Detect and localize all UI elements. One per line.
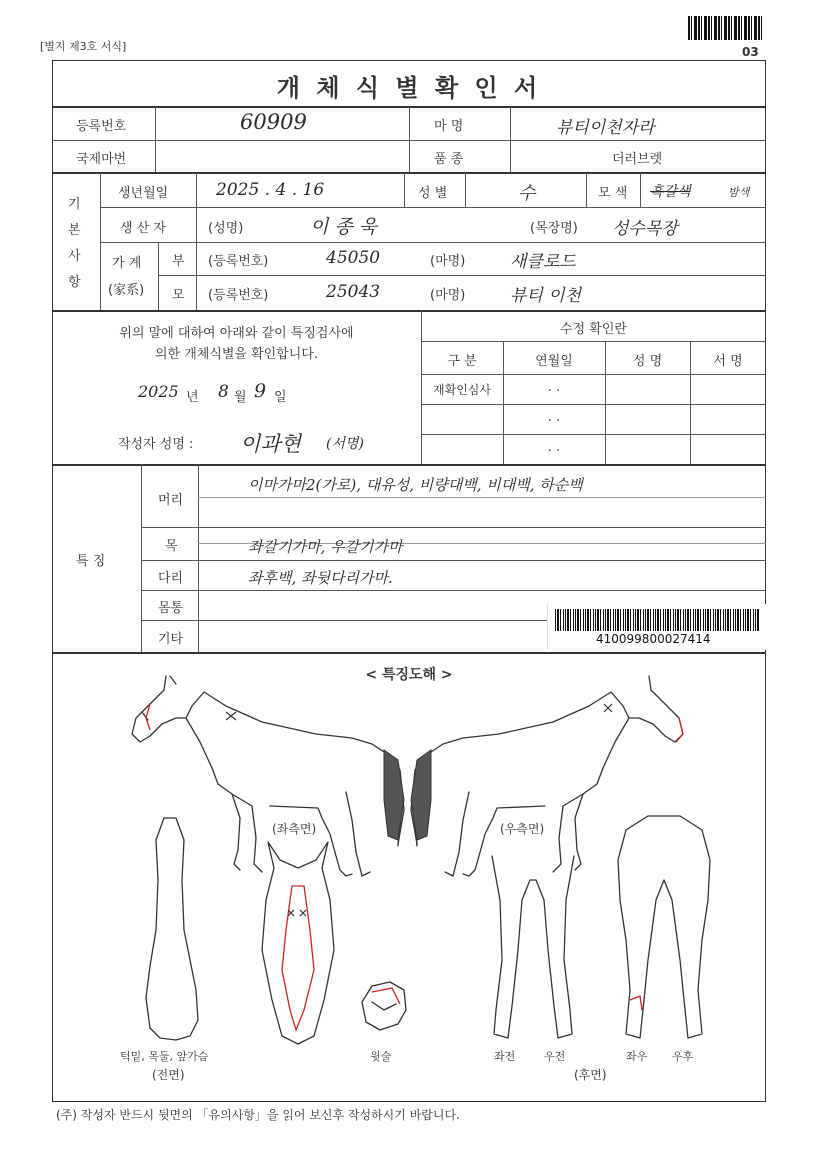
barcode-number: 410099800027414: [596, 632, 711, 646]
dam-reg-label: (등록번호): [208, 288, 269, 303]
dam-name-label: (마명): [430, 288, 466, 303]
basic-info-label: 기본사항: [68, 197, 81, 290]
sire-reg-value: 45050: [326, 248, 381, 268]
head-label: 머리: [158, 493, 184, 508]
statement-line-1: 위의 말에 대하여 아래와 같이 특징검사에: [119, 326, 354, 341]
horse-name-value: 뷰티이천자라: [556, 118, 655, 138]
coat-color-label: 모 색: [598, 186, 628, 201]
lips-label: 윗술: [370, 1050, 392, 1063]
sire-reg-label: (등록번호): [208, 254, 269, 269]
confirm-row-label: 재확인심사: [433, 383, 491, 397]
front-view-caption: 턱밑, 목둘, 앞가슴: [120, 1050, 209, 1063]
top-barcode: [688, 16, 764, 40]
diagram-title: < 특징도해 >: [365, 667, 453, 683]
birth-date-label: 생년월일: [118, 186, 169, 201]
reg-number-label: 등록번호: [76, 119, 127, 134]
issue-date-year-suffix: 년: [186, 390, 199, 405]
confirm-col-sign: 서 명: [713, 354, 743, 369]
front-view-label: (전면): [152, 1068, 185, 1082]
author-label: 작성자 성명 :: [118, 437, 194, 452]
leg-value: 좌후백, 좌뒷다리가마.: [248, 569, 393, 587]
sex-value: 수: [518, 183, 536, 204]
dam-reg-value: 25043: [326, 282, 381, 302]
breeder-label: 생 산 자: [120, 221, 166, 236]
right-side-label: (우측면): [500, 822, 545, 836]
author-name: 이과현: [240, 432, 301, 456]
confirm-title: 수정 확인란: [560, 322, 627, 337]
breed-value: 더러브렛: [612, 152, 663, 167]
confirm-col-name: 성 명: [632, 354, 663, 369]
left-hind-label: 좌우: [626, 1050, 648, 1063]
farm-name-value: 성수목장: [612, 219, 678, 239]
page-title: 개 체 식 별 확 인 서: [276, 74, 542, 102]
other-label: 기타: [158, 632, 184, 647]
dam-label: 모: [172, 288, 185, 303]
horse-name-label: 마 명: [434, 119, 464, 134]
reg-number-value: 60909: [240, 110, 307, 134]
right-hind-label: 우후: [672, 1050, 694, 1063]
page-number: 03: [742, 45, 759, 59]
birth-date-value: 2025 . 4 . 16: [216, 180, 325, 200]
confirm-date-2: . .: [547, 410, 561, 425]
sire-name-label: (마명): [430, 254, 466, 269]
left-side-label: (좌측면): [272, 822, 317, 836]
form-label: [별지 제3호 서식]: [40, 40, 127, 53]
issue-date-month-suffix: 월: [234, 390, 247, 405]
issue-date-day-suffix: 일: [274, 390, 287, 405]
rear-view-label: (후면): [574, 1068, 607, 1082]
statement-line-2: 의한 개체식별을 확인합니다.: [154, 347, 319, 362]
coat-color-value: 밤색: [728, 186, 750, 199]
pedigree-label: 가 계: [112, 256, 142, 271]
breeder-name-label: (성명): [208, 221, 244, 236]
barcode-bars: [555, 609, 760, 631]
breeder-name-value: 이 종 욱: [310, 216, 378, 238]
breed-label: 품 종: [434, 152, 464, 167]
sex-label: 성 별: [418, 186, 448, 201]
confirm-col-type: 구 분: [447, 354, 477, 369]
coat-color-struck: 흑갈색: [650, 184, 691, 200]
features-label: 특 징: [76, 554, 106, 569]
head-value: 이마가마2(가로), 대유성, 비량대백, 비대백, 하순백: [248, 476, 583, 494]
confirm-date-1: . .: [547, 380, 561, 395]
right-front-label: 우전: [544, 1050, 566, 1063]
sire-name-value: 새클로드: [510, 252, 576, 272]
body-label: 몸통: [158, 601, 184, 616]
farm-name-label: (목장명): [530, 221, 578, 236]
confirm-col-date: 연월일: [535, 354, 573, 369]
sire-label: 부: [172, 254, 185, 269]
neck-value: 좌갈기가마, 우갈기가마: [248, 538, 403, 556]
leg-label: 다리: [158, 571, 184, 586]
issue-date-day: 9: [254, 380, 267, 402]
dam-name-value: 뷰티 이천: [510, 286, 582, 306]
footer-note: (주) 작성자 반드시 뒷면의 「유의사항」을 읽어 보신후 작성하시기 바랍니다.: [56, 1108, 460, 1122]
issue-date-year: 2025: [138, 382, 179, 401]
neck-label: 목: [165, 539, 178, 554]
issue-date-month: 8: [218, 382, 229, 402]
confirm-date-3: . .: [547, 440, 561, 455]
intl-number-label: 국제마번: [76, 152, 127, 167]
pedigree-hanja: (家系): [108, 283, 145, 298]
left-front-label: 좌전: [494, 1050, 516, 1063]
author-signature: (서명): [326, 436, 364, 452]
